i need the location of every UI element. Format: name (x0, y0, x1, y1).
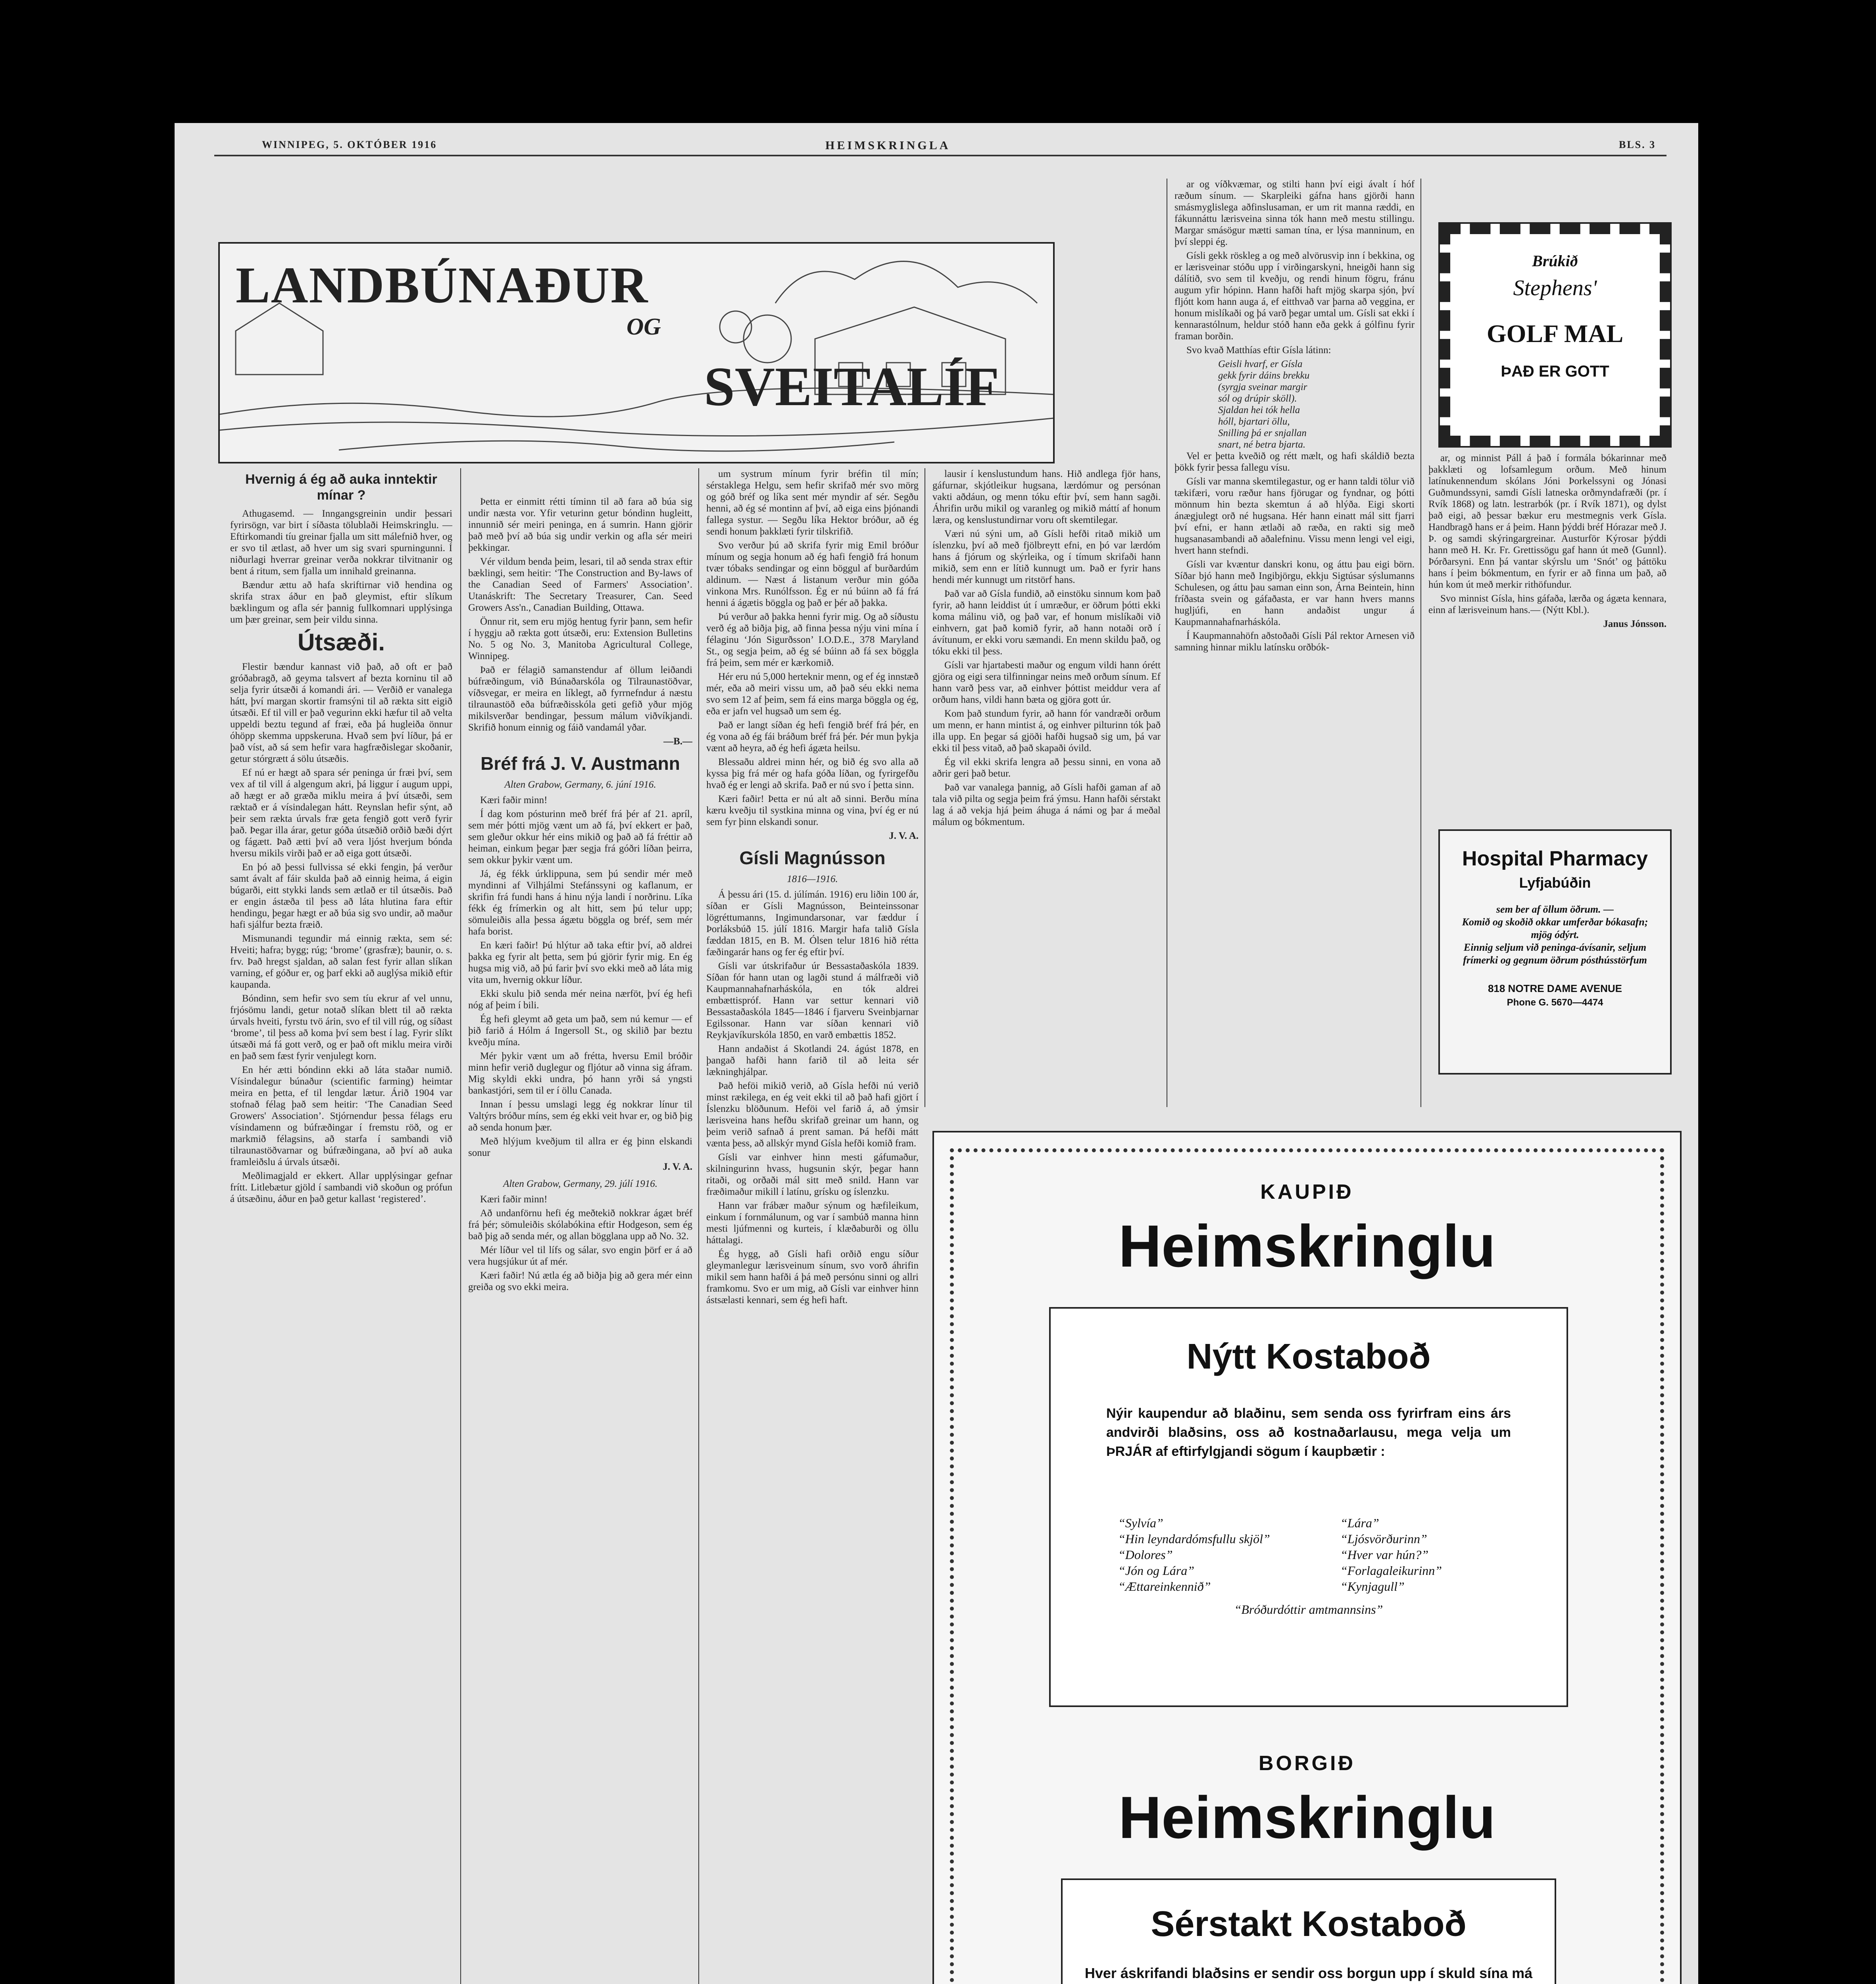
pharmacy-line: Komið og skoðið okkar umferðar bókasafn; mjög ódýrt. (1462, 916, 1648, 940)
paragraph: Svo verður þú að skrifa fyrir mig Emil bróður mínum og segja honum að ég hafi fengið frá honum tvær tóbaks sendingar og einn böggul af burðardúm aldinum. — Næst á listanum verður min góða vinkona Mrs. Runólfsson. Ég er nú búinn að fá frá henni á ágætis böggla og það er þér að þakka. (706, 540, 919, 608)
golf-ad-line1: Brúkið (1532, 252, 1578, 270)
poem-line: sól og drúpir sköll). (1218, 393, 1297, 404)
pharmacy-subtitle: Lyfjabúðin (1519, 875, 1591, 891)
paragraph: Kæri faðir minn! (480, 1194, 548, 1205)
dateline: WINNIPEG, 5. OKTÓBER 1916 (262, 139, 437, 150)
paragraph: Mismunandi tegundir má einnig rækta, sem sé: Hveiti; hafra; bygg; rúg; ‘brome’ (grasfræ); baunir, o. s. frv. Það hregst sjaldan, að salan fest fyrir allan slíkan varning, ef góður er, og þarf ekki að auglýsa mikið eftir kaupanda. (230, 933, 452, 990)
column-rule (460, 468, 461, 1984)
paragraph: Flestir bændur kannast við það, að oft er það gróðabragð, að geyma talsvert af bezta korninu til að selja fyrir útsæði á komandi ári. — Verðið er vanalega hátt, því margan skortir framsýni til að rækta sitt eigið útsæði. Ef til vill er það vegurinn ekki hæfur til að velta uppeldi beztu tegund af fræi, eða þá hugleiða önnur óhöpp skemma uppskeruna. Hvað sem því líður, þá er það víst, að sá sem hefir vara hagfræðislegar skoðanir, getur stórgrætt á sölu útsæðis. (230, 661, 452, 764)
book-list-right (1340, 1515, 1531, 1594)
poem-line: gekk fyrir dáins brekku (1218, 370, 1310, 381)
pharmacy-text (1452, 903, 1658, 967)
paragraph: Þetta er einmitt rétti tíminn til að fara að búa sig undir næsta vor. Yfir veturinn getur bóndinn hugleitt, innunnið sér meiri peninga, en á sumrin. Hann gjörir það með því að búa sig undir verkin og afla sér meiri þekkingar. (468, 496, 692, 553)
book-title: “Sylvía” (1118, 1516, 1163, 1530)
poem-line: hóll, bjartari öllu, (1218, 416, 1290, 427)
ad-kaupid: KAUPIÐ (1260, 1180, 1354, 1203)
masthead-small: HEIMSKRINGLA (825, 139, 951, 152)
new-offer-text: Nýir kaupendur að blaðinu, sem senda oss fyrirfram eins árs andvirði blaðsins, oss að kostnaðarlausu, mega velja um ÞRJÁR af eftirfylgjandi sögum í kaupbætir : (1106, 1406, 1511, 1459)
paragraph: En hér ætti bóndinn ekki að láta staðar numið. Vísindalegur búnaður (scientific farming) heimtar meira en þetta, ef til lengdar lætur. Árið 1904 var stofnað félag það sem heitir: ‘The Canadian Seed Growers' Association’. Stjórnendur þessa félags eru vísindamenn og búfræðingar í fremstu röð, og er markmið félagsins, að starfa í sambandi við tilraunastöðvarnar og búfræðingana, að því að auka framleiðslu á úrvals útsæði. (230, 1065, 452, 1167)
special-offer-title: Sérstakt Kostaboð (1151, 1904, 1467, 1944)
pharmacy-phone: Phone G. 5670—4474 (1507, 997, 1603, 1008)
banner-title-1: LANDBÚNAÐUR (236, 257, 649, 314)
book-title-last: “Bróðurdóttir amtmannsins” (1234, 1602, 1383, 1617)
paragraph: Hann andaðist á Skotlandi 24. ágúst 1878, en þangað hafði hann farið til að leita sér lækninghjálpar. (706, 1044, 919, 1077)
newspaper-page (175, 123, 1698, 1984)
paragraph: Gísli gekk röskleg a og með alvörusvip inn í bekkina, og er lærisveinar stóðu upp í virðingarskyni, hneigði hann sig dálítið, svo sem til kveðju, og rendi hinum fögru, fránu augum yfir hópinn. Hann hafði haft mjög skarpa sjón, því fljótt kom hann auga á, ef eitthvað var þarna að veggina, er honum mislíkaði og þá varð þegar umtal um. Gísli sat ekki í kennarastólnum, heldur stóð hann eða gekk á gólfinu fyrir framan borðin. (1174, 250, 1415, 342)
paragraph: Ef nú er hægt að spara sér peninga úr fræi því, sem vex af til vill á algengum akri, þá liggur í augum uppi, að hægt er að græða miklu meira á því útsæði, sem ræktað er á vísindalegan hátt. Reynslan hefir sýnt, að þeir sem rækta úrvals fræ geta fengið gott verð fyrir það. Þegar illa árar, getur góða útsæðið orðið bæði dýrt og fágætt. Það ætti því að vera ljóst hverjum bónda hversu mikils virði það er að eiga gott útsæði. (230, 767, 452, 859)
paragraph: Meðlimagjald er ekkert. Allar upplýsingar gefnar frítt. Litlebætur gjöld í sambandi við skoðun og prófun á útsæðinu, áður en það getur kallast ‘registered’. (230, 1171, 452, 1204)
paragraph: En þó að þessi fullvissa sé ekki fengin, þá verður samt ávalt af fáir skulda það að einnig heima, á eigin búgarði, eitt stykki lands sem ætlað er til útsæðis. Það er engin ástæða til þess að láta hlutina fara eftir hendingu, þegar hægt er að búa sig svo undir, að maður hafi sjálfur bezta fræið. (230, 862, 452, 930)
page-number: BLS. 3 (1619, 139, 1656, 150)
paragraph: Með hlýjum kveðjum til allra er ég þinn elskandi sonur (468, 1136, 692, 1158)
paragraph: Gísli var kvæntur danskri konu, og áttu þau eigi börn. Síðar bjó hann með Ingibjörgu, ekkju Sigtúsar sýslumanns Schulesen, og áttu þau saman einn son, Árna Beintein, hinn fríðasta svein og gáfaðasta, er var hann hvers manns hugljúfi, en hann andaðist ungur á Kaupmannahafnarháskóla. (1174, 559, 1415, 627)
paragraph: um systrum mínum fyrir bréfin til mín; sérstaklega Helgu, sem hefir skrifað mér svo mörg og góð bréf og líka sent mér myndir af sér. Segðu henni, að ég sé montinn af því, að eiga eins þjónandi fallega systur. — Segðu líka Hektor bróður, að ég sendi honum þakklæti fyrir tilskrifið. (706, 469, 919, 537)
book-title: “Hin leyndardómsfullu skjöl” (1118, 1532, 1270, 1546)
paragraph: Innan í þessu umslagi legg ég nokkrar línur til Valtýrs bróður míns, sem ég ekki veit hvar er, og bið þig að senda honum þær. (468, 1099, 692, 1133)
poem-line: Geisli hvarf, er Gísla (1218, 359, 1303, 369)
paragraph: lausir í kenslustundum hans. Hið andlega fjör hans, gáfurnar, skjótleikur hugsana, lærdómur og persónan vakti aðdáun, og menn tóku eftir því, sem hann sagði. Áhrifin urðu mikil og varanleg og mikið máttí af honum læra, og kenslustundirnar voru oft skemtilegar. (932, 469, 1161, 525)
banner-title-og: OG (627, 313, 661, 340)
paragraph: Athugasemd. — Inngangsgreinin undir þessari fyrirsögn, var birt í síðasta tölublaði Heimskringlu. — Eftirkomandi tíu greinar fjalla um sitt málefnið hver, og er svo til ætlast, að hver um sig svari spurningunni. Í niðurlagi hverrar greinar verða nokkrar tilvitnanir og bent á ritum, sem fjalla um innihald greinanna. (230, 508, 452, 577)
paragraph: Gísli var manna skemtilegastur, og er hann taldi tölur við tækifæri, voru ræður hans fjörugar og fyndnar, og þótti mönnum hin bezta skemtun á að hlýða. Eigi skorti ánægjulegt orð né hugsana. Hér hann einatt mál sitt fjarri því efni, er hann ætlaði að ræða, en rakti sig með hugsanasambandi að aðalefninu. Vissu menn lengi vel eigi, hvert hann stefndi. (1174, 476, 1415, 556)
paragraph: Já, ég fékk úrklippuna, sem þú sendir mér með myndinni af Vilhjálmi Stefánssyni og kaflanum, er skrifin frá fundi hans á hinu nýja landi í norðrinu. Líka fékk ég frímerkin og alt hitt, sem þú telur upp; sömuleiðis alla þessa ágætu böggla og bréf, sem mér hafa borist. (468, 869, 692, 937)
paragraph: Væri nú sýni um, að Gísli hefði ritað mikið um íslenzku, því að með fjölbreytt efni, en þó var lærdóm hans á fjórum og skýrleika, og í tímum skrifaði hann mikið, sem enn er lítið kunnugt um. Það er fyrir hans hendi mér kunnugt um ritstörf hans. (932, 529, 1161, 585)
paragraph: Í Kaupmannahöfn aðstoðaði Gísli Pál rektor Arnesen við samning hinnar miklu latínsku orðbók- (1174, 631, 1415, 653)
paragraph: Kæri faðir! Þetta er nú alt að sinni. Berðu mína kæru kveðju til systkina minna og vina, því ég er nú sem fyr þinn elskandi sonur. (706, 794, 919, 827)
ad-title-2: Heimskringlu (1118, 1784, 1496, 1851)
paragraph: Blessaðu aldrei minn hér, og bið ég svo alla að kyssa þig frá mér og hafa góða líðan, og fyrirgefðu hvað ég er lengi að skrifa. Það er nú svo í þetta sinn. (706, 757, 919, 790)
pharmacy-line: Einnig seljum við peninga-ávísanir, seljum frímerki og gegnum öðrum pósthússtörfum (1463, 942, 1647, 966)
article-title: Útsæði. (297, 629, 385, 656)
golf-ad-brand: Stephens' (1513, 276, 1597, 300)
new-offer-title: Nýtt Kostaboð (1186, 1337, 1431, 1376)
hospital-pharmacy-ad (1438, 829, 1672, 1075)
paragraph: Kæri faðir minn! (480, 795, 548, 806)
ad-borgid: BORGIÐ (1259, 1752, 1355, 1775)
golf-ad-slogan: ÞAÐ ER GOTT (1501, 363, 1609, 380)
paragraph: Kom það stundum fyrir, að hann fór vandræði orðum um menn, er hann mintist á, og einhver pilturinn tók það illa upp. En þegar sá gjöði hafði hugsað sig um, þá var ekki til þess vitað, að það skapaði óvild. (932, 708, 1161, 754)
book-title: “Hver var hún?” (1340, 1548, 1429, 1562)
book-title: “Ættareinkennið” (1118, 1579, 1211, 1594)
book-title: “Ljósvörðurinn” (1340, 1532, 1427, 1546)
section-banner (218, 242, 1055, 463)
ad-title-1: Heimskringlu (1118, 1213, 1496, 1279)
column-3 (706, 468, 919, 1984)
column-rule (698, 468, 699, 1984)
paragraph: Ég hefi gleymt að geta um það, sem nú kemur — ef þið farið á Hólm á Ingersoll St., og skilið þar beztu kveðju mína. (468, 1014, 692, 1048)
signature: —B.— (663, 736, 692, 747)
paragraph: Það er félagið samanstendur af öllum leiðandi búfræðingum, við Búnaðarskóla og Tilraunastöðvar, víðsvegar, er meira en líklegt, að fyrrnefndur á næstu tilraunastöð eða búfræðisskóla geti gefið yður mjög mikilsverðar bendingar, þessum málum viðvíkjandi. Skrifið honum einnig og fáið vandamál yðar. (468, 665, 692, 733)
poem-line: Snilling þá er snjallan (1218, 428, 1307, 438)
book-title: “Jón og Lára” (1118, 1563, 1195, 1578)
book-title: “Lára” (1340, 1516, 1379, 1530)
pharmacy-address: 818 NOTRE DAME AVENUE (1488, 982, 1622, 994)
column-1 (230, 468, 452, 1984)
paragraph: Gísli var hjartabesti maður og engum vildi hann órétt gjöra og eigi sera tilfinningar neins með orðum sínum. Ef hann varð þess var, að einhver þóttist meiddur vera af orðum hans, vildi hann bæta og gjöra gott úr. (932, 660, 1161, 705)
pharmacy-line: sem ber af öllum öðrum. — (1496, 904, 1614, 915)
paragraph: Að undanförnu hefi ég meðtekið nokkrar ágæt bréf frá þér; sömuleiðis skólabókina eftir Hodgeson, sem ég bað þig að senda mér, og allan bögglana upp að No. 32. (468, 1208, 692, 1242)
paragraph: Ég hygg, að Gísli hafi orðið engu síður gleymanlegur lærisveinum sínum, svo vorð áhrifin mikil sem hann hafði á þá með persónu sinni og allri framkomu. Svo er um mig, að Gísli var einhver hinn ástsælasti kennari, sem ég hefi haft. (706, 1249, 919, 1305)
poem-line: (syrgja sveinar margir (1218, 382, 1307, 392)
paragraph: Gísli var útskrifaður úr Bessastaðaskóla 1839. Síðan fór hann utan og lagði stund á málfræði við Kaupmannahafnarháskóla, en tók aldrei embættispróf. Hann var settur kennari við Bessastaðaskóla 1845—1846 í fjarveru Sveinbjarnar Egilssonar. Hann var síðan kennari við Reykjavíkurskóla 1850, en varð embættis 1852. (706, 961, 919, 1040)
book-list-left (1118, 1515, 1317, 1594)
paragraph: Önnur rit, sem eru mjög hentug fyrir þann, sem hefir í hyggju að rækta gott útsæði, eru: Extension Bulletins No. 5 og No. 3, Manitoba Agricultural College, Winnipeg. (468, 616, 692, 661)
banner-title-2: SVEITALÍF (704, 356, 1000, 417)
paragraph: Á þessu ári (15. d. júlímán. 1916) eru liðin 100 ár, síðan er Gísli Magnússon, Beinteinssonar lögréttumanns, Ingimundarsonar, var fæddur í Þorláksbúð 15. júlí 1816. Margir hafa talið Gísla fæddan 1815, en B. M. Ólsen telur 1816 hið rétta fæðingarár hans og fer ég eftir því. (706, 889, 919, 957)
paragraph: Svo kvað Matthías eftir Gísla látinn: (1186, 345, 1331, 356)
golf-ad-product: GOLF MAL (1486, 319, 1624, 348)
new-offer-box (1049, 1307, 1568, 1707)
paragraph: Það heföi mikið verið, að Gísla hefði nú verið minst rækilega, en ég veit ekki til að það hafi gjört í Íslenzku blöðunum. Heföi vel farið á, að ýmsir lærisveina hans hefðu skrifað greinar um hann, og þeim verið safnað á prent saman. Þá hefði mátt vænta þess, að allskýr mynd Gísla hefði komið fram. (706, 1080, 919, 1149)
special-offer-text: Hver áskrifandi blaðsins er sendir oss borgun upp í skuld sína má (1084, 1965, 1533, 1981)
paragraph: ar, og minnist Páll á það í formála bókarinnar með þakklæti og lofsamlegum orðum. Með hinum latínukennendum skólans Jóni Þorkelssyni og Jónasi Guðmundssyni, samdi Gísli latneska orðmyndafræði (pr. í Rvík 1868) og latn. lestrarbók (pr. í Rvík 1871), og dylst það eigi, að þessar bækur eru mestmegnis verk Gísla. Handbragð hans er á þeim. Hann þýddi bréf Hórazar með J. Þ. og samdi skýringargreinar. Austurför Kýrosar þýddi hann með H. Kr. Fr. Grettissögu gaf hann út með ⟨Gunnl⟩. Þórðarsyni. Enn þá vantar skýrslu um ‘Snót’ og þáttöku hans í þeim bókmentum, en fyrir er að finna um það, að hún kom út með merkir rithöfundur. (1428, 453, 1666, 590)
article-title: Bréf frá J. V. Austmann (481, 753, 680, 774)
paragraph: Hér eru nú 5,000 herteknir menn, og ef ég innstæð mér, eða að meiri vissu um, að það séu ekki nema svo sem 12 af þeim, sem fá eins marga böggla og ég, eða er jafn vel hugsað um sem ég. (706, 671, 919, 717)
article-dates: 1816—1916. (787, 874, 838, 884)
column-2 (468, 496, 692, 1984)
paragraph: Bóndinn, sem hefir svo sem tíu ekrur af vel unnu, frjósömu landi, getur notað slíkan blett til að rækta úrvals hveiti, fyrstu tvö árin, svo ef til vill rúg, og síðast ‘brome’, til þess að koma því sem best í lag. Fyrir slíkt útsæði má fá gott verð, og er það oft miklu meira virði en það sem fæst fyrir venjulegt korn. (230, 993, 452, 1061)
article-title: Gísli Magnússon (739, 848, 886, 868)
paragraph: Það var að Gísla fundið, að einstöku sinnum kom það fyrir, að hann leiddist út í umræður, er öðrum þótti ekki koma málinu við, og það var, ef honum mislíkaði við einhvern, gat það komið fyrir, að hann notaði orð í ávítunum, er ekki voru sæmandi. En menn skildu það, og tóku ekki til þess. (932, 588, 1161, 657)
poem (1218, 358, 1415, 450)
paragraph: Gísli var einhver hinn mesti gáfumaður, skilningurinn hvass, hugsunin skýr, þegar hann ritaði, og orðaði mál sitt með snild. Hann var fræðimaður mikill í latínu, grísku og íslenzku. (706, 1152, 919, 1197)
column-6 (1428, 452, 1666, 817)
paragraph: Svo minnist Gísla, hins gáfaða, lærða og ágæta kennara, einn af lærisveinum hans.— (Nýtt Kbl.). (1428, 593, 1666, 615)
signature: J. V. A. (663, 1161, 692, 1172)
paragraph: Mér líður vel til lífs og sálar, svo engin þörf er á að vera hugsjúkur út af mér. (468, 1245, 692, 1267)
paragraph: Bændur ættu að hafa skriftirnar við hendina og skrifa strax áður en það gleymist, eftir slíkum bæklingum og afla sér þannig fullkomnari upplýsinga um þær greinar, sem þeir vildu sinna. (230, 580, 452, 625)
paragraph: Vér vildum benda þeim, lesari, til að senda strax eftir bæklingi, sem heitir: ‘The Construction and By-laws of the Canadian Seed of Farmers' Association’. Utanáskrift: The Secretary Treasurer, Can. Seed Growers Ass'n., Canadian Building, Ottawa. (468, 556, 692, 613)
paragraph: Hann var frábær maður sýnum og hæfileikum, einkum í fornmálunum, og var í sambúð manna hinn mesti ljúfmenni og kurteis, í klæðaburði og öllu háttalagi. (706, 1200, 919, 1246)
special-offer-box (1061, 1878, 1556, 1984)
pharmacy-name: Hospital Pharmacy (1462, 847, 1648, 870)
poem-line: Sjaldan hei tók hella (1218, 405, 1300, 415)
paragraph: Ég vil ekki skrifa lengra að þessu sinni, en vona að aðrir geri það betur. (932, 757, 1161, 779)
golf-mal-ad (1438, 222, 1672, 448)
article-title: Hvernig á ég að auka inntektir mínar ? (245, 472, 437, 503)
column-5 (1174, 179, 1415, 1103)
paragraph: Kæri faðir! Nú ætla ég að biðja þig að gera mér einn greiða og svo ekki meira. (468, 1270, 692, 1292)
book-title: “Kynjagull” (1340, 1579, 1405, 1594)
book-title: “Dolores” (1118, 1548, 1173, 1562)
header-rule (214, 155, 1666, 156)
column-rule (1420, 179, 1421, 1107)
paragraph: Vel er þetta kveðið og rétt mælt, og hafi skáldið bezta þökk fyrir þessa fallegu vísu. (1174, 451, 1415, 473)
paragraph: Þú verður að þakka henni fyrir mig. Og að síðustu verð ég að biðja þig, að finna þessa nýju vini mína í félaginu ‘Jón Sigurðsson’ I.O.D.E., 378 Maryland St., og segja þeim, að ég sé búinn að fá sex böggla frá þeim, sem mér er kærkomið. (706, 611, 919, 668)
paragraph: ar og víðkvæmar, og stilti hann því eigi ávalt í hóf ræðum sínum. — Skarpleiki gáfna hans gjörði hann smásmyglislega aðfinslusaman, er um rit manna ræddi, en fákunnáttu lærisveina sinna tók hann með mestu stillingu. Margar smásögur mætti saman tína, er lýsa manninum, en því sleppi ég. (1174, 179, 1415, 247)
dateline-place: Alten Grabow, Germany, 29. júlí 1916. (503, 1178, 658, 1189)
signature: J. V. A. (889, 831, 919, 841)
heimskringla-subscription-ad (932, 1131, 1682, 1984)
column-4 (932, 468, 1161, 1103)
book-title: “Forlagaleikurinn” (1340, 1563, 1442, 1578)
poem-line: snart, né betra bjarta. (1218, 439, 1306, 450)
paragraph: Það var vanalega þannig, að Gísli hafði gaman af að tala við pilta og segja þeim frá ýmsu. Hann hafði sérstakt lag á að vekja hjá þeim áhuga á námi og þar á meðal málum og bókmentum. (932, 782, 1161, 827)
signature: Janus Jónsson. (1603, 619, 1666, 629)
dateline-place: Alten Grabow, Germany, 6. júní 1916. (504, 779, 656, 790)
paragraph: Mér þykir vænt um að frétta, hversu Emil bróðir minn hefir verið duglegur og fljótur að vinna sig áfram. Mig skyldi ekki undra, þó hann yrði sá yngsti bankastjóri, sem til er í öllu Canada. (468, 1051, 692, 1096)
paragraph: Það er langt síðan ég hefi fengið bréf frá þér, en ég vona að ég fái bráðum bréf frá þér. Þér mun þykja vænt að heyra, að ég hefi ágæta heilsu. (706, 720, 919, 754)
paragraph: Ekki skulu þið senda mér neina nærföt, því ég hefi nóg af þeim í bili. (468, 988, 692, 1011)
paragraph: Í dag kom pósturinn með bréf frá þér af 21. apríl, sem mér þótti mjög vænt um að fá, því ekkert er það, sem gleður okkur hér eins mikið og það að fá fréttir að heiman, einkum þegar þær segja frá góðri líðan þeirra, sem okkur þykir vænt um. (468, 809, 692, 865)
paragraph: En kæri faðir! Þú hlýtur að taka eftir því, að aldrei þakka eg fyrir alt þetta, sem þú gjörir fyrir mig. En ég hugsa mig við, að þú farir því svo ekki með að láta mig vita um, hvernig okkur líður. (468, 940, 692, 985)
